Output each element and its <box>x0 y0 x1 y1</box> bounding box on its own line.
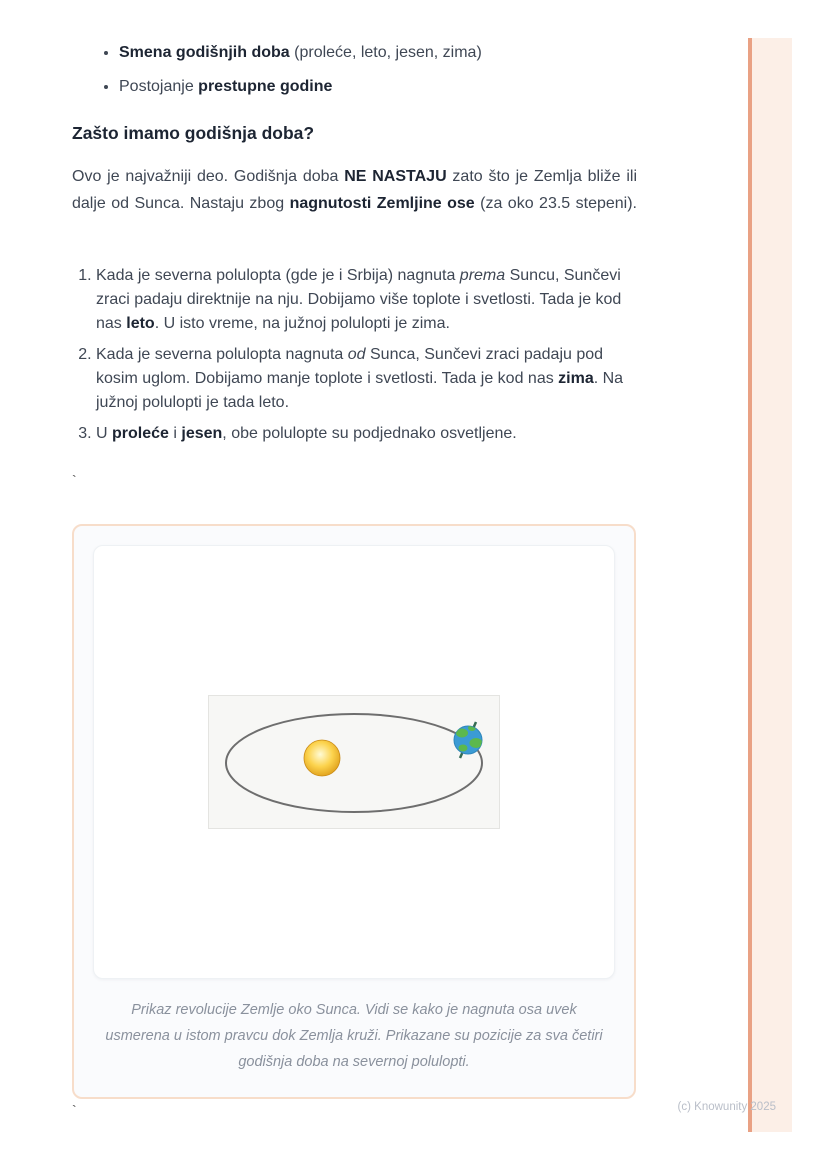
section-heading: Zašto imamo godišnja doba? <box>72 123 315 143</box>
stray-backtick-bottom: ` <box>72 1102 77 1118</box>
numbered-list <box>72 264 637 446</box>
bullet-item-leap-year: • Postojanje prestupne godine <box>119 74 637 99</box>
numbered-item-winter: 2. Kada je severna polulopta nagnuta od Sunca, Sunčevi zraci padaju pod kosim uglom. Dobijamo manje toplote i svetlosti. Tada je kod nas zima. Na južnoj polulopti je tada leto. <box>96 343 637 415</box>
orbit-diagram <box>209 696 499 828</box>
sun-icon <box>304 740 340 776</box>
page-accent-stripe <box>748 38 792 1132</box>
orbit-ellipse <box>226 714 482 812</box>
numbered-item-equinox: 3. U proleće i jesen, obe polulopte su podjednako osvetljene. <box>96 422 637 446</box>
bullet-list <box>72 40 637 99</box>
figure-card <box>72 524 636 1099</box>
numbered-item-summer: 1. Kada je severna polulopta (gde je i Srbija) nagnuta prema Suncu, Sunčevi zraci padaju direktnije na nju. Dobijamo više toplote i svetlosti. Tada je kod nas leto. U isto vreme, na južnoj polulopti je zima. <box>96 264 637 336</box>
figure-caption: Prikaz revolucije Zemlje oko Sunca. Vidi se kako je nagnuta osa uvek usmerena u istom pravcu dok Zemlja kruži. Prikazane su pozicije za sva četiri godišnja doba na severnoj polulopti. <box>105 1002 603 1070</box>
bullet-item-seasons: • Smena godišnjih doba (proleće, leto, jesen, zima) <box>119 40 637 65</box>
document-content <box>72 0 637 1099</box>
stray-backtick-top: ` <box>72 472 77 488</box>
intro-paragraph: Ovo je najvažniji deo. Godišnja doba NE NASTAJU zato što je Zemlja bliže ili dalje od Sunca. Nastaju zbog nagnutosti Zemljine ose (za oko 23.5 stepeni). <box>72 168 637 212</box>
copyright-watermark: (c) Knowunity 2025 <box>677 1101 776 1113</box>
figure-image-panel <box>93 545 615 979</box>
